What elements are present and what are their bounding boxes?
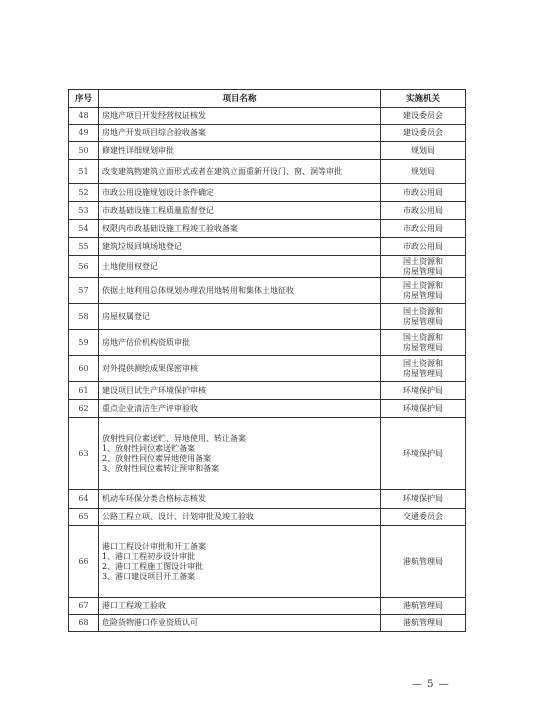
table-row — [69, 220, 466, 238]
header-agency: 实施机关 — [381, 90, 466, 108]
table-row — [69, 615, 466, 632]
row-number: 62 — [69, 400, 99, 418]
row-agency: 建设委员会 — [381, 125, 466, 142]
table-row — [69, 330, 466, 356]
table-row — [69, 526, 466, 598]
row-agency: 国土资源和 房屋管理局 — [381, 304, 466, 330]
row-item-name: 房地产估价机构资质审批 — [99, 330, 381, 356]
row-number: 54 — [69, 220, 99, 238]
row-item-name: 港口工程竣工验收 — [99, 598, 381, 615]
row-number: 58 — [69, 304, 99, 330]
row-agency: 港航管理局 — [381, 598, 466, 615]
row-agency: 规划局 — [381, 160, 466, 184]
row-agency: 国土资源和 房屋管理局 — [381, 278, 466, 304]
row-agency: 交通委员会 — [381, 509, 466, 526]
row-agency: 环境保护局 — [381, 418, 466, 490]
row-agency: 港航管理局 — [381, 526, 466, 598]
row-agency: 市政公用局 — [381, 184, 466, 202]
row-agency: 国土资源和 房屋管理局 — [381, 330, 466, 356]
row-number: 56 — [69, 256, 99, 278]
row-number: 50 — [69, 142, 99, 160]
table-row — [69, 400, 466, 418]
table-row — [69, 184, 466, 202]
row-agency: 环境保护局 — [381, 490, 466, 509]
row-number: 51 — [69, 160, 99, 184]
row-item-name: 公路工程立项、设计、计划审批及竣工验收 — [99, 509, 381, 526]
row-item-name: 房地产开发项目综合验收备案 — [99, 125, 381, 142]
row-agency: 市政公用局 — [381, 220, 466, 238]
table-row — [69, 238, 466, 256]
row-number: 53 — [69, 202, 99, 220]
row-number: 67 — [69, 598, 99, 615]
row-item-name: 房屋权属登记 — [99, 304, 381, 330]
row-item-name: 危险货物港口作业资质认可 — [99, 615, 381, 632]
table-row — [69, 418, 466, 490]
row-agency: 环境保护局 — [381, 400, 466, 418]
row-number: 57 — [69, 278, 99, 304]
row-item-name: 修建性详细规划审批 — [99, 142, 381, 160]
table-row — [69, 598, 466, 615]
row-number: 68 — [69, 615, 99, 632]
row-agency: 建设委员会 — [381, 108, 466, 125]
row-item-name: 市政公用设施规划设计条件确定 — [99, 184, 381, 202]
table-row — [69, 108, 466, 125]
table-row — [69, 160, 466, 184]
row-item-name: 依据土地利用总体规划办理农用地转用和集体土地征收 — [99, 278, 381, 304]
header-number: 序号 — [69, 90, 99, 108]
row-agency: 规划局 — [381, 142, 466, 160]
row-number: 64 — [69, 490, 99, 509]
table-row — [69, 125, 466, 142]
row-number: 52 — [69, 184, 99, 202]
table-row — [69, 490, 466, 509]
row-number: 48 — [69, 108, 99, 125]
row-agency: 市政公用局 — [381, 238, 466, 256]
table-row — [69, 382, 466, 400]
row-item-name: 改变建筑物建筑立面形式或者在建筑立面重新开设门、窗、洞等审批 — [99, 160, 381, 184]
table-row — [69, 278, 466, 304]
row-number: 49 — [69, 125, 99, 142]
table-body — [69, 108, 466, 632]
row-agency: 环境保护局 — [381, 382, 466, 400]
approval-items-table — [68, 89, 466, 632]
row-number: 66 — [69, 526, 99, 598]
row-item-name: 建设项目试生产环境保护审核 — [99, 382, 381, 400]
row-number: 61 — [69, 382, 99, 400]
table-row — [69, 202, 466, 220]
row-item-name: 重点企业清洁生产评审验收 — [99, 400, 381, 418]
table-row — [69, 142, 466, 160]
row-agency: 港航管理局 — [381, 615, 466, 632]
page-number: — 5 — — [412, 679, 450, 690]
row-item-name: 市政基础设施工程质量监督登记 — [99, 202, 381, 220]
row-number: 60 — [69, 356, 99, 382]
table-header-row — [69, 90, 466, 108]
row-agency: 国土资源和 房屋管理局 — [381, 256, 466, 278]
row-item-name: 建筑垃圾回填场地登记 — [99, 238, 381, 256]
row-agency: 市政公用局 — [381, 202, 466, 220]
header-item-name: 项目名称 — [99, 90, 381, 108]
row-item-name: 港口工程设计审批和开工备案 1、港口工程初步设计审批 2、港口工程施工图设计审批 3、港口建设项目开工备案 — [99, 526, 381, 598]
row-number: 63 — [69, 418, 99, 490]
row-number: 59 — [69, 330, 99, 356]
row-item-name: 机动车环保分类合格标志核发 — [99, 490, 381, 509]
table-row — [69, 256, 466, 278]
row-agency: 国土资源和 房屋管理局 — [381, 356, 466, 382]
row-item-name: 权限内市政基础设施工程竣工验收备案 — [99, 220, 381, 238]
row-item-name: 对外提供测绘成果保密审核 — [99, 356, 381, 382]
row-number: 55 — [69, 238, 99, 256]
row-item-name: 放射性同位素送贮、异地使用、转让备案 1、放射性同位素送贮备案 2、放射性同位素异地使用备案 3、放射性同位素转让预审和备案 — [99, 418, 381, 490]
table-row — [69, 509, 466, 526]
row-number: 65 — [69, 509, 99, 526]
table-row — [69, 304, 466, 330]
row-item-name: 房地产项目开发经营权证核发 — [99, 108, 381, 125]
table-row — [69, 356, 466, 382]
row-item-name: 土地使用权登记 — [99, 256, 381, 278]
